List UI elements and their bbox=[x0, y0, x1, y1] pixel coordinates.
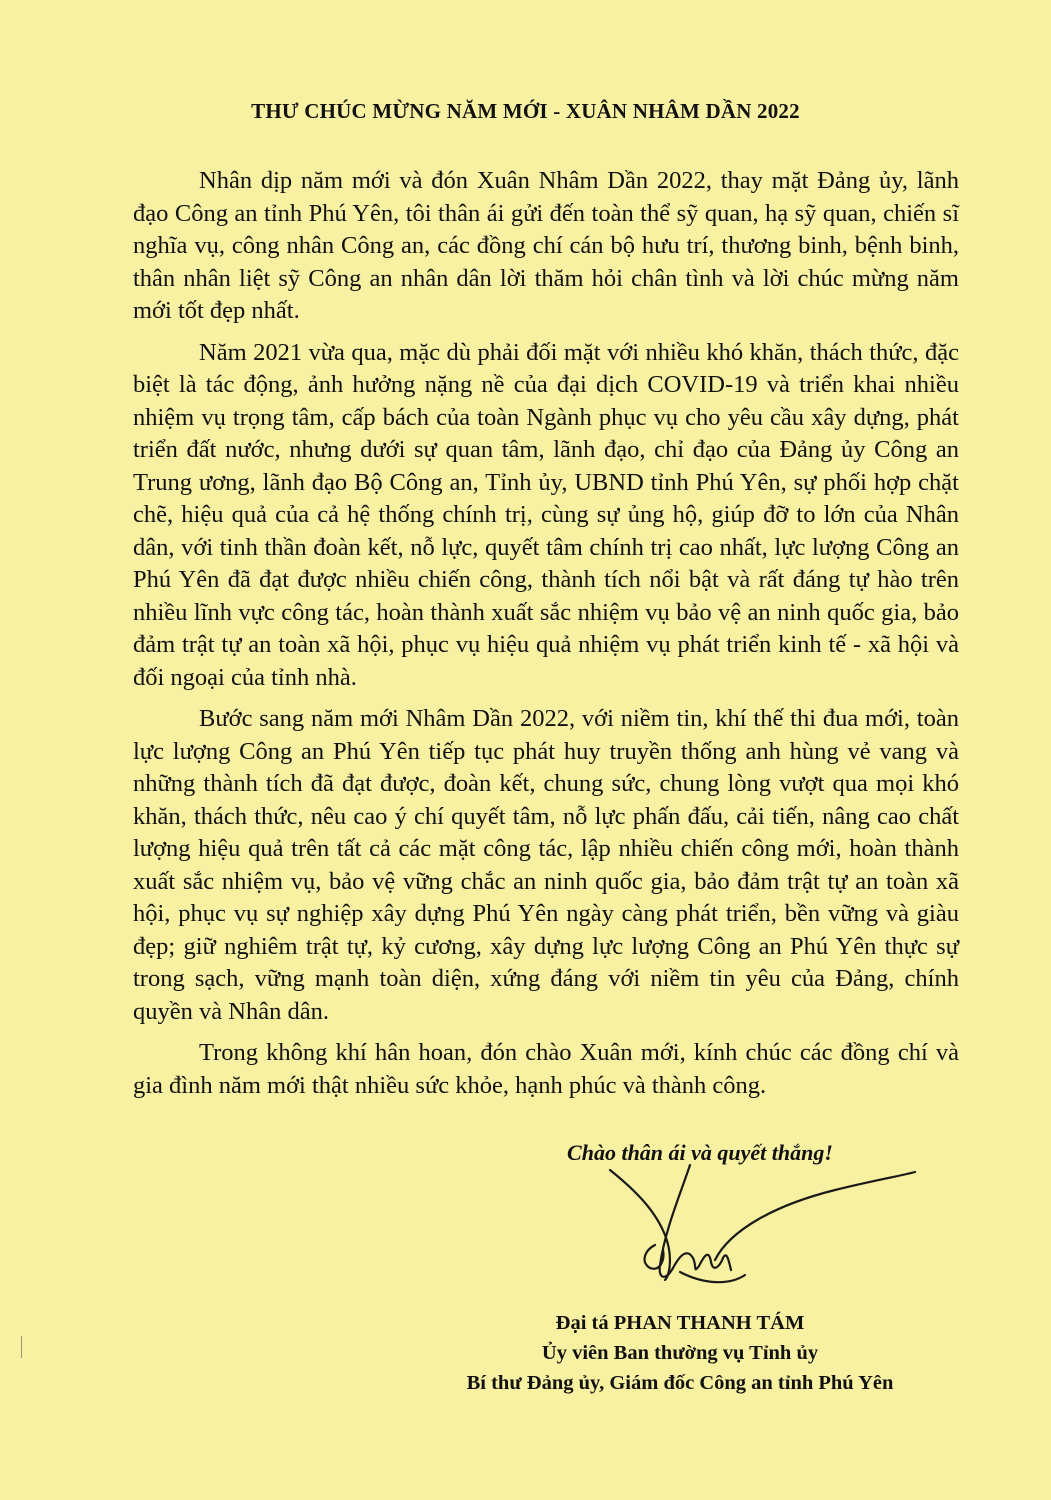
closing-line: Chào thân ái và quyết thắng! bbox=[567, 1140, 833, 1165]
handwritten-signature bbox=[515, 1150, 935, 1300]
paragraph-wishes: Trong không khí hân hoan, đón chào Xuân mới, kính chúc các đồng chí và gia đình năm mới thật nhiều sức khỏe, hạnh phúc và thành công. bbox=[133, 1039, 959, 1099]
letter-title: THƯ CHÚC MỪNG NĂM MỚI - XUÂN NHÂM DẦN 2022 bbox=[251, 99, 800, 123]
signer-name: Đại tá PHAN THANH TÁM bbox=[555, 1312, 805, 1334]
signer-position-2: Bí thư Đảng ủy, Giám đốc Công an tỉnh Phú Yên bbox=[466, 1372, 894, 1394]
paragraph-review-2021: Năm 2021 vừa qua, mặc dù phải đối mặt với nhiều khó khăn, thách thức, đặc biệt là tác động, ảnh hưởng nặng nề của đại dịch COVID-19 và triển khai nhiều nhiệm vụ trọng tâm, cấp bách của toàn Ngành phục vụ cho yêu cầu xây dựng, phát triển đất nước, nhưng dưới sự quan tâm, lãnh đạo, chỉ đạo của Đảng ủy Công an Trung ương, lãnh đạo Bộ Công an, Tỉnh ủy, UBND tỉnh Phú Yên, sự phối hợp chặt chẽ, hiệu quả của cả hệ thống chính trị, cùng sự ủng hộ, giúp đỡ to lớn của Nhân dân, với tinh thần đoàn kết, nỗ lực, quyết tâm chính trị cao nhất, lực lượng Công an Phú Yên đã đạt được nhiều chiến công, thành tích nổi bật và rất đáng tự hào trên nhiều lĩnh vực công tác, hoàn thành xuất sắc nhiệm vụ bảo vệ an ninh quốc gia, bảo đảm trật tự an toàn xã hội, phục vụ hiệu quả nhiệm vụ phát triển kinh tế - xã hội và đối ngoại của tỉnh nhà. bbox=[133, 338, 959, 691]
letter-body bbox=[133, 165, 959, 1111]
signer-position-1: Ủy viên Ban thường vụ Tỉnh ủy bbox=[541, 1342, 819, 1364]
paragraph-goals-2022: Bước sang năm mới Nhâm Dần 2022, với niềm tin, khí thế thi đua mới, toàn lực lượng Công an Phú Yên tiếp tục phát huy truyền thống anh hùng vẻ vang và những thành tích đã đạt được, đoàn kết, chung sức, chung lòng vượt qua mọi khó khăn, thách thức, nêu cao ý chí quyết tâm, nỗ lực phấn đấu, cải tiến, nâng cao chất lượng hiệu quả trên tất cả các mặt công tác, lập nhiều chiến công mới, hoàn thành xuất sắc nhiệm vụ, bảo vệ vững chắc an ninh quốc gia, bảo đảm trật tự an toàn xã hội, phục vụ sự nghiệp xây dựng Phú Yên ngày càng phát triển, bền vững và giàu đẹp; giữ nghiêm trật tự, kỷ cương, xây dựng lực lượng Công an Phú Yên thực sự trong sạch, vững mạnh toàn diện, xứng đáng với niềm tin yêu của Đảng, chính quyền và Nhân dân. bbox=[133, 705, 959, 1025]
paragraph-greeting: Nhân dịp năm mới và đón Xuân Nhâm Dần 2022, thay mặt Đảng ủy, lãnh đạo Công an tỉnh Phú Yên, tôi thân ái gửi đến toàn thể sỹ quan, hạ sỹ quan, chiến sĩ nghĩa vụ, công nhân Công an, các đồng chí cán bộ hưu trí, thương binh, bệnh binh, thân nhân liệt sỹ Công an nhân dân lời thăm hỏi chân tình và lời chúc mừng năm mới tốt đẹp nhất. bbox=[133, 167, 959, 324]
signer-block bbox=[380, 1308, 980, 1398]
margin-mark bbox=[21, 1336, 22, 1358]
